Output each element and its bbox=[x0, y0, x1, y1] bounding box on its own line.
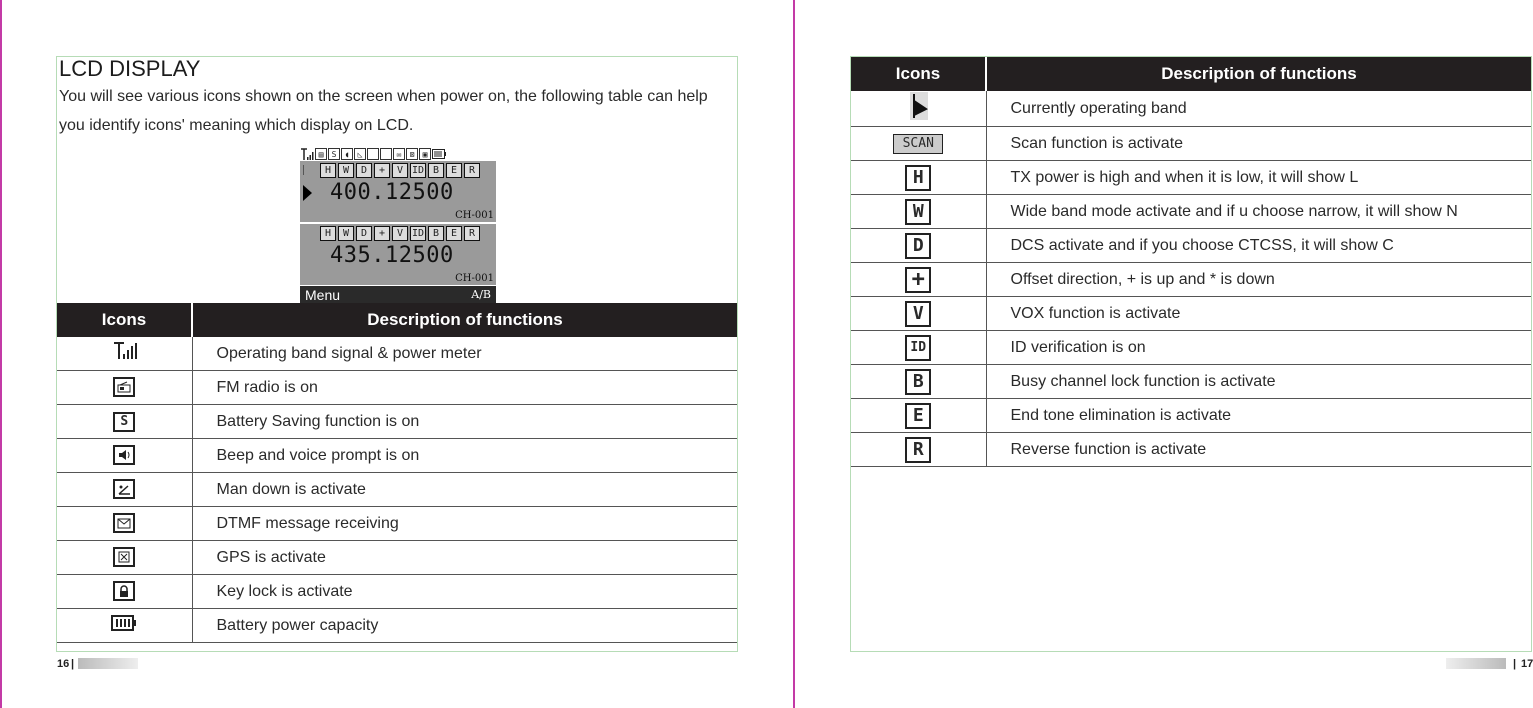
status-keys-a bbox=[320, 163, 480, 178]
page-separator: | bbox=[71, 658, 75, 670]
header-description: Description of functions bbox=[192, 303, 737, 337]
dcs-icon: D bbox=[905, 233, 931, 259]
row-description: Scan function is activate bbox=[986, 127, 1531, 161]
band-flag-icon bbox=[303, 165, 312, 175]
key-id: ID bbox=[411, 165, 425, 176]
table-row bbox=[851, 195, 1531, 229]
row-description: DCS activate and if you choose CTCSS, it will show C bbox=[986, 229, 1531, 263]
header-icons: Icons bbox=[851, 57, 986, 91]
page-edge-left bbox=[0, 0, 2, 708]
row-description: GPS is activate bbox=[192, 541, 737, 575]
key-h: H bbox=[320, 226, 336, 241]
left-page bbox=[56, 56, 738, 652]
table-row bbox=[851, 297, 1531, 331]
table-header bbox=[57, 303, 737, 337]
speaker-icon bbox=[113, 445, 135, 465]
table-row bbox=[57, 439, 737, 473]
row-description: Operating band signal & power meter bbox=[192, 337, 737, 371]
vox-icon: V bbox=[905, 301, 931, 327]
key-lock-icon: ▣ bbox=[419, 148, 431, 160]
icons-table-right bbox=[851, 57, 1531, 467]
lcd-band-b bbox=[300, 224, 496, 285]
table-row bbox=[851, 365, 1531, 399]
scan-icon: SCAN bbox=[893, 134, 943, 154]
table-row bbox=[57, 609, 737, 643]
tx-power-icon: H bbox=[905, 165, 931, 191]
fm-radio-icon: ▤ bbox=[315, 148, 327, 160]
battery-saving-icon: S bbox=[113, 412, 135, 432]
key-d: D bbox=[356, 226, 372, 241]
menu-label: Menu bbox=[305, 287, 341, 303]
frequency-a: 400.12500 bbox=[330, 180, 454, 205]
row-description: DTMF message receiving bbox=[192, 507, 737, 541]
key-d: D bbox=[356, 163, 372, 178]
page-number-left: 16 bbox=[57, 658, 70, 670]
lcd-display bbox=[300, 147, 496, 303]
key-v: V bbox=[392, 163, 408, 178]
battery-icon bbox=[432, 149, 446, 159]
key-r: R bbox=[464, 163, 480, 178]
table-row bbox=[57, 473, 737, 507]
table-row bbox=[57, 575, 737, 609]
key-lock-icon bbox=[113, 581, 135, 601]
message-icon: ✉ bbox=[393, 148, 405, 160]
page-title: LCD DISPLAY bbox=[59, 56, 201, 81]
table-row bbox=[851, 161, 1531, 195]
row-description: Offset direction, + is up and * is down bbox=[986, 263, 1531, 297]
status-keys-b bbox=[320, 226, 480, 241]
signal-meter-icon bbox=[111, 340, 137, 362]
row-description: FM radio is on bbox=[192, 371, 737, 405]
row-description: End tone elimination is activate bbox=[986, 399, 1531, 433]
key-w: W bbox=[338, 226, 354, 241]
lcd-menu-bar bbox=[300, 286, 496, 303]
row-description: VOX function is activate bbox=[986, 297, 1531, 331]
table-row bbox=[57, 405, 737, 439]
table-row bbox=[851, 263, 1531, 297]
man-down-icon: ◺ bbox=[354, 148, 366, 160]
table-row bbox=[851, 127, 1531, 161]
page-number-right: 17 bbox=[1521, 658, 1533, 670]
band-pointer-icon bbox=[303, 185, 312, 201]
table-row bbox=[57, 541, 737, 575]
band-flag-icon bbox=[906, 91, 930, 121]
table-header bbox=[851, 57, 1531, 91]
page-bar-right bbox=[1446, 658, 1506, 669]
page-separator: | bbox=[1513, 658, 1517, 670]
ab-label: A/B bbox=[471, 288, 491, 301]
man-down-icon bbox=[113, 479, 135, 499]
battery-saving-icon: S bbox=[328, 148, 340, 160]
table-row bbox=[851, 91, 1531, 127]
row-description: Battery Saving function is on bbox=[192, 405, 737, 439]
channel-b: CH-001 bbox=[455, 273, 494, 284]
table-row bbox=[57, 507, 737, 541]
gps-icon bbox=[113, 547, 135, 567]
lcd-status-bar bbox=[300, 147, 496, 161]
key-b: B bbox=[428, 226, 444, 241]
header-icons: Icons bbox=[57, 303, 192, 337]
row-description: Busy channel lock function is activate bbox=[986, 365, 1531, 399]
lcd-band-a bbox=[300, 161, 496, 222]
icons-table-left bbox=[57, 303, 737, 643]
row-description: Currently operating band bbox=[986, 91, 1531, 127]
key-e: E bbox=[446, 163, 462, 178]
fm-radio-icon bbox=[113, 377, 135, 397]
blank-icon bbox=[367, 148, 379, 160]
offset-icon: + bbox=[905, 267, 931, 293]
key-r: R bbox=[464, 226, 480, 241]
key-h: H bbox=[320, 163, 336, 178]
table-row bbox=[851, 399, 1531, 433]
blank-icon bbox=[380, 148, 392, 160]
row-description: Man down is activate bbox=[192, 473, 737, 507]
reverse-icon: R bbox=[905, 437, 931, 463]
busy-lock-icon: B bbox=[905, 369, 931, 395]
key-b: B bbox=[428, 163, 444, 178]
key-e: E bbox=[446, 226, 462, 241]
signal-icon bbox=[300, 148, 314, 161]
row-description: TX power is high and when it is low, it will show L bbox=[986, 161, 1531, 195]
row-description: Key lock is activate bbox=[192, 575, 737, 609]
key-id: ID bbox=[411, 228, 425, 239]
key-offset: + bbox=[374, 226, 390, 241]
row-description: Beep and voice prompt is on bbox=[192, 439, 737, 473]
table-row bbox=[57, 337, 737, 371]
message-icon bbox=[113, 513, 135, 533]
wide-band-icon: W bbox=[905, 199, 931, 225]
end-tone-icon: E bbox=[905, 403, 931, 429]
key-offset: + bbox=[374, 163, 390, 178]
key-w: W bbox=[338, 163, 354, 178]
gps-icon: ⊠ bbox=[406, 148, 418, 160]
frequency-b: 435.12500 bbox=[330, 243, 454, 268]
page-spine bbox=[793, 0, 795, 708]
table-row bbox=[851, 433, 1531, 467]
battery-icon bbox=[111, 615, 137, 631]
id-icon: ID bbox=[905, 335, 931, 361]
intro-text: You will see various icons shown on the screen when power on, the following table can help you identify icons' meaning which display on LCD. bbox=[59, 88, 708, 134]
table-row bbox=[57, 371, 737, 405]
table-row bbox=[851, 331, 1531, 365]
row-description: ID verification is on bbox=[986, 331, 1531, 365]
row-description: Wide band mode activate and if u choose narrow, it will show N bbox=[986, 195, 1531, 229]
speaker-icon: ◖ bbox=[341, 148, 353, 160]
table-row bbox=[851, 229, 1531, 263]
row-description: Reverse function is activate bbox=[986, 433, 1531, 467]
header-description: Description of functions bbox=[986, 57, 1531, 91]
page-bar-left bbox=[78, 658, 138, 669]
channel-a: CH-001 bbox=[455, 210, 494, 221]
right-page bbox=[850, 56, 1532, 652]
key-v: V bbox=[392, 226, 408, 241]
row-description: Battery power capacity bbox=[192, 609, 737, 643]
